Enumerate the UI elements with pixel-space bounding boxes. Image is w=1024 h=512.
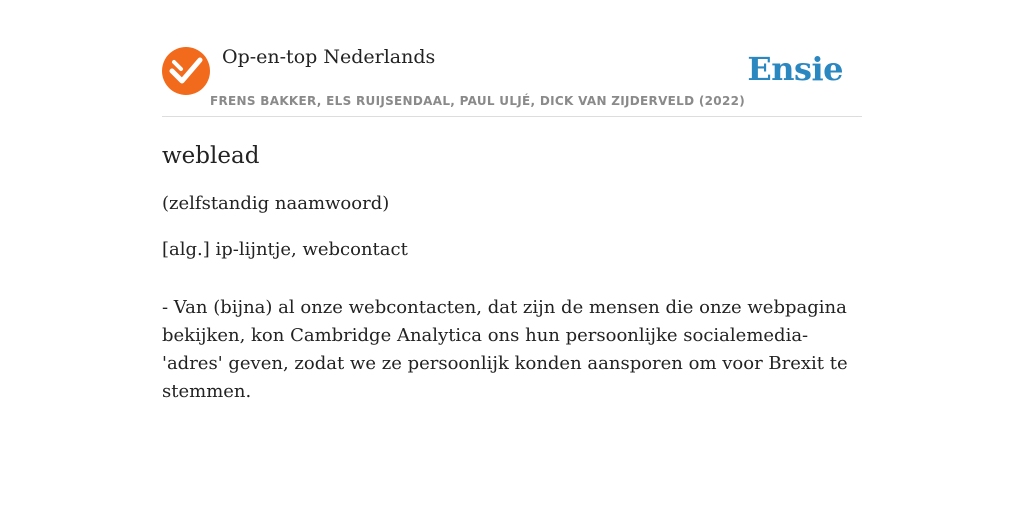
part-of-speech: (zelfstandig naamwoord) <box>162 193 390 214</box>
source-title[interactable]: Op-en-top Nederlands <box>222 46 436 68</box>
entry-definition: [alg.] ip-lijntje, webcontact <box>162 239 408 260</box>
example-sentence: - Van (bijna) al onze webcontacten, dat zijn de mensen die onze webpagina bekijken, kon Cambridge Analytica ons hun persoonlijke socialemedia-'adres' geven, zodat we ze persoonlijk konden aansporen om voor Brexit te stemmen. <box>162 297 848 402</box>
entry-card <box>162 40 862 406</box>
ensie-logo-link[interactable]: Ensie <box>747 50 843 88</box>
entry-headword: weblead <box>162 143 260 169</box>
source-authors: FRENS BAKKER, ELS RUIJSENDAAL, PAUL ULJÉ, DICK VAN ZIJDERVELD (2022) <box>210 94 746 108</box>
checkmark-circle-icon <box>162 47 210 95</box>
source-header <box>162 40 862 117</box>
